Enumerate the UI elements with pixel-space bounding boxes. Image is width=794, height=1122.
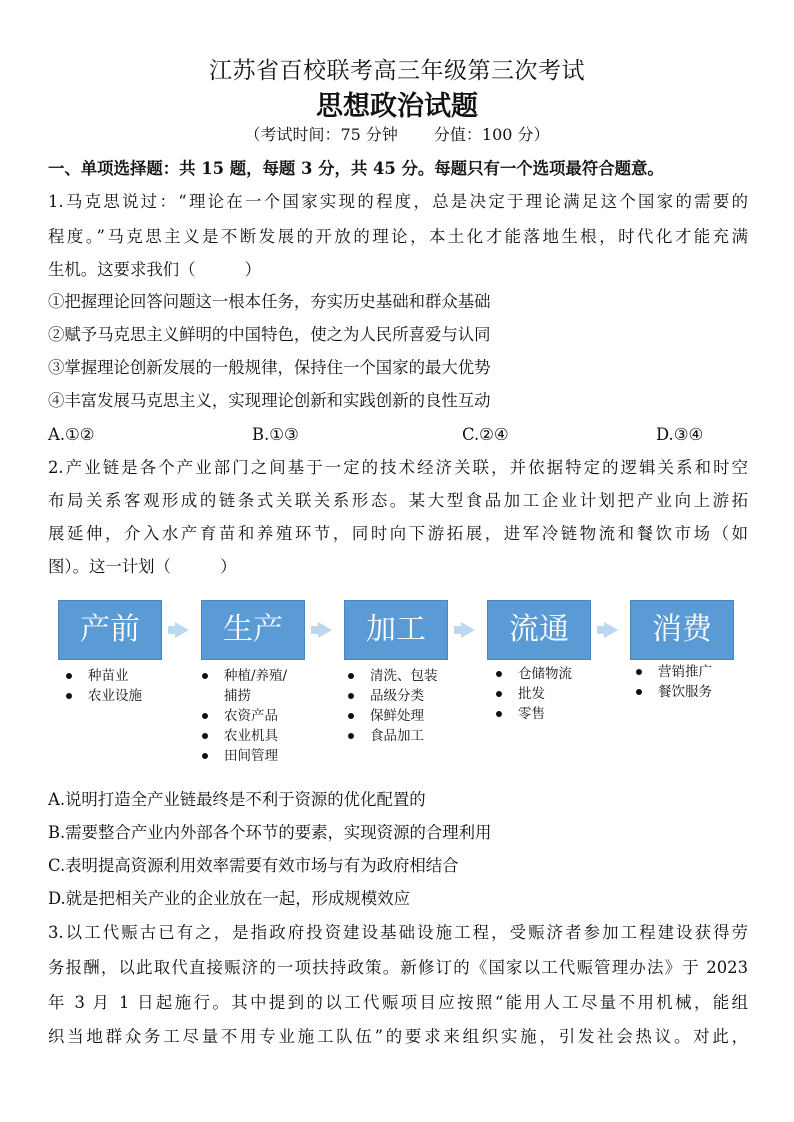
stage-consumption-box: 消费 — [630, 600, 734, 660]
list-item-continuation: 捕捞 — [224, 688, 251, 704]
stage-production-box: 生产 — [201, 600, 305, 660]
q2-stem-line: 图）。这一计划（ ） — [48, 557, 237, 576]
stage-processing-box: 加工 — [344, 600, 448, 660]
q1-item: ③掌握理论创新发展的一般规律，保持住一个国家的最大优势 — [48, 358, 491, 377]
q2-option-b: B.需要整合产业内外部各个环节的要素，实现资源的合理利用 — [48, 823, 492, 842]
list-item: 种苗业 — [62, 666, 142, 686]
list-item: 零售 — [492, 704, 572, 724]
q2-stem-line: 展延伸，介入水产育苗和养殖环节，同时向下游拓展，进军冷链物流和餐饮市场（如 — [48, 524, 748, 543]
q3-stem-line: 织当地群众务工尽量不用专业施工队伍”的要求来组织实施，引发社会热议。对此， — [48, 1027, 748, 1046]
section-heading: 一、单项选择题：共 15 题，每题 3 分，共 45 分。每题只有一个选项最符合题意。 — [48, 159, 664, 178]
q2-stem-line: 2.产业链是各个产业部门之间基于一定的技术经济关联，并依据特定的逻辑关系和时空 — [48, 458, 748, 477]
exam-title: 江苏省百校联考高三年级第三次考试 — [209, 58, 585, 84]
arrow-right-icon — [318, 622, 332, 638]
q1-item: ④丰富发展马克思主义，实现理论创新和实践创新的良性互动 — [48, 391, 491, 410]
q3-stem-line: 3.以工代赈古已有之，是指政府投资建设基础设施工程，受赈济者参加工程建设获得劳 — [48, 923, 748, 942]
list-item: 营销推广 — [632, 662, 712, 682]
list-item: 食品加工 — [344, 726, 438, 746]
stage-preproduction-list — [62, 666, 142, 706]
stage-circulation-list — [492, 664, 572, 724]
q1-option-b: B.①③ — [252, 425, 299, 444]
q1-option-a: A.①② — [48, 425, 95, 444]
list-item: 农业设施 — [62, 686, 142, 706]
q2-option-a: A.说明打造全产业链最终是不利于资源的优化配置的 — [48, 790, 426, 809]
arrow-right-icon — [604, 622, 618, 638]
arrow-right-icon — [461, 622, 475, 638]
stage-processing-list — [344, 666, 438, 746]
q3-stem-line: 务报酬，以此取代直接赈济的一项扶持政策。新修订的《国家以工代赈管理办法》于 2023 — [48, 958, 748, 977]
q1-option-c: C.②④ — [462, 425, 509, 444]
exam-time: （考试时间：75 分钟 — [244, 125, 398, 144]
list-item: 农业机具 — [198, 726, 287, 746]
industry-chain-diagram — [58, 600, 738, 770]
q2-option-c: C.表明提高资源利用效率需要有效市场与有为政府相结合 — [48, 856, 459, 875]
list-item: 保鲜处理 — [344, 706, 438, 726]
q1-item: ①把握理论回答问题这一根本任务，夯实历史基础和群众基础 — [48, 292, 491, 311]
q1-stem-line: 程度。”马克思主义是不断发展的开放的理论，本土化才能落地生根，时代化才能充满 — [48, 227, 748, 246]
list-item: 品级分类 — [344, 686, 438, 706]
q1-option-d: D.③④ — [656, 425, 704, 444]
q2-option-d: D.就是把相关产业的企业放在一起，形成规模效应 — [48, 889, 410, 908]
stage-circulation-box: 流通 — [487, 600, 591, 660]
exam-score: 分值：100 分） — [433, 125, 550, 144]
q1-stem-line: 1.马克思说过：“理论在一个国家实现的程度，总是决定于理论满足这个国家的需要的 — [48, 192, 748, 211]
list-item: 农资产品 — [198, 706, 287, 726]
list-item: 清洗、包装 — [344, 666, 438, 686]
list-item: 田间管理 — [198, 746, 287, 766]
list-item: 种植/养殖/ — [198, 666, 287, 686]
stage-preproduction-box: 产前 — [58, 600, 162, 660]
stage-production-list — [198, 666, 287, 766]
list-item: 批发 — [492, 684, 572, 704]
q1-stem-line: 生机。这要求我们（ ） — [48, 260, 262, 279]
list-item: 仓储物流 — [492, 664, 572, 684]
subject-title: 思想政治试题 — [316, 91, 478, 122]
q3-stem-line: 年 3 月 1 日起施行。其中提到的以工代赈项目应按照“能用人工尽量不用机械，能组 — [48, 993, 748, 1012]
q2-stem-line: 布局关系客观形成的链条式关联关系形态。某大型食品加工企业计划把产业向上游拓 — [48, 491, 748, 510]
q1-item: ②赋予马克思主义鲜明的中国特色，使之为人民所喜爱与认同 — [48, 325, 491, 344]
arrow-right-icon — [175, 622, 189, 638]
exam-info — [0, 122, 794, 145]
stage-consumption-list — [632, 662, 712, 702]
list-item: 餐饮服务 — [632, 682, 712, 702]
